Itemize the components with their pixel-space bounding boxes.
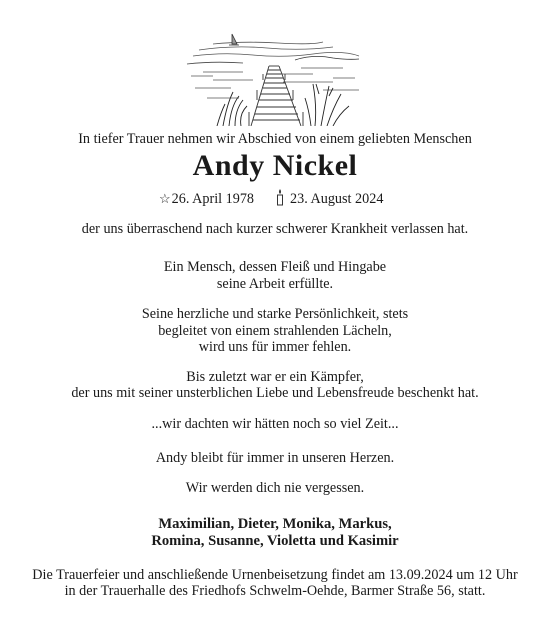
body-line: wird uns für immer fehlen.	[198, 339, 352, 355]
life-dates	[0, 188, 550, 210]
body-line: der uns überraschend nach kurzer schwerer Krankheit verlassen hat.	[81, 221, 469, 237]
birth-date-group	[159, 191, 254, 208]
candle-icon	[275, 188, 285, 206]
body-line: seine Arbeit erfüllte.	[216, 276, 334, 292]
body-line: Andy bleibt für immer in unseren Herzen.	[155, 450, 395, 466]
deceased-name: Andy Nickel	[192, 149, 358, 182]
body-line: ...wir dachten wir hätten noch so viel Zeit...	[151, 416, 399, 432]
death-date-group	[275, 188, 383, 208]
body-line: Ein Mensch, dessen Fleiß und Hingabe	[163, 259, 387, 275]
body-line: der uns mit seiner unsterblichen Liebe und Lebensfreude beschenkt hat.	[71, 385, 479, 401]
death-date: 23. August 2024	[290, 191, 384, 207]
body-line: Wir werden dich nie vergessen.	[185, 480, 365, 496]
birth-date: 26. April 1978	[171, 191, 255, 207]
lake-jetty-illustration	[183, 14, 367, 126]
intro-text: In tiefer Trauer nehmen wir Abschied von einem geliebten Menschen	[78, 131, 472, 147]
star-icon: ☆	[159, 191, 171, 206]
body-line: Seine herzliche und starke Persönlichkeit, stets	[141, 306, 409, 322]
family-names: Romina, Susanne, Violetta und Kasimir	[151, 533, 399, 549]
ceremony-info: in der Trauerhalle des Friedhofs Schwelm-Oehde, Barmer Straße 56, statt.	[64, 583, 486, 599]
family-names: Maximilian, Dieter, Monika, Markus,	[158, 516, 392, 532]
body-line: Bis zuletzt war er ein Kämpfer,	[186, 369, 364, 385]
body-line: begleitet von einem strahlenden Lächeln,	[158, 323, 392, 339]
ceremony-info: Die Trauerfeier und anschließende Urnenbeisetzung findet am 13.09.2024 um 12 Uhr	[32, 567, 518, 583]
